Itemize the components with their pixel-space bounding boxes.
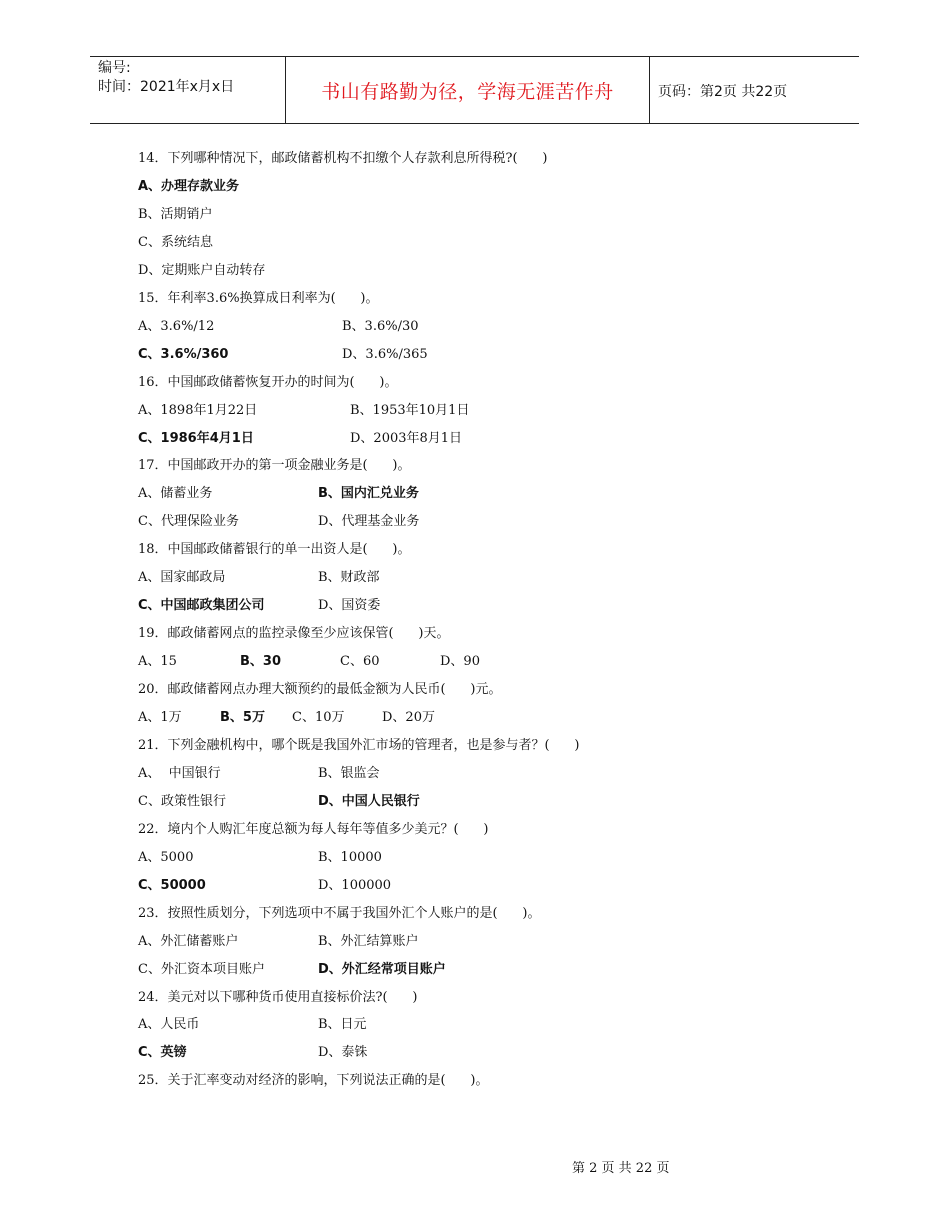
page-header (90, 56, 859, 124)
answer-option-row (138, 597, 381, 615)
header-page-info: 页码：第2页 共22页 (658, 84, 788, 100)
answer-option: D、20万 (382, 710, 435, 725)
answer-option: C、系统结息 (138, 234, 213, 250)
answer-option: A、办理存款业务 (138, 178, 240, 194)
answer-option-row (138, 1044, 368, 1062)
answer-option: A、 中国银行 (138, 765, 221, 781)
answer-option-row (138, 793, 420, 811)
question-text (138, 737, 579, 755)
question-stem: 20．邮政储蓄网点办理大额预约的最低金额为人民币( )元。 (138, 682, 502, 698)
answer-option: D、泰铢 (318, 1045, 368, 1061)
question-stem: 15．年利率3.6%换算成日利率为( )。 (138, 290, 379, 306)
question-text (138, 374, 397, 392)
question-stem: 17．中国邮政开办的第一项金融业务是( )。 (138, 458, 411, 474)
answer-option: B、3.6%/30 (342, 318, 419, 334)
answer-option: C、50000 (138, 877, 206, 893)
answer-option-row (138, 569, 380, 587)
answer-option: A、储蓄业务 (138, 486, 213, 502)
answer-option-row (138, 485, 419, 503)
question-stem: 22．境内个人购汇年度总额为每人每年等值多少美元？( ) (138, 821, 489, 837)
answer-option-row (138, 877, 392, 895)
question-stem: 14．下列哪种情况下，邮政储蓄机构不扣缴个人存款利息所得税?( ) (138, 151, 548, 166)
header-divider (649, 57, 650, 123)
answer-option: C、1986年4月1日 (138, 430, 254, 446)
answer-option: B、5万 (220, 710, 265, 725)
answer-option-row (138, 765, 380, 783)
answer-option-row (138, 234, 213, 252)
answer-option-row (138, 709, 435, 727)
answer-option-row (138, 346, 428, 364)
answer-option: B、财政部 (318, 570, 380, 586)
header-meta (98, 59, 234, 97)
header-motto: 书山有路勤为径，学海无涯苦作舟 (321, 81, 614, 103)
answer-option: C、3.6%/360 (138, 346, 229, 362)
question-stem: 21．下列金融机构中，哪个既是我国外汇市场的管理者，也是参与者？( ) (138, 737, 580, 753)
answer-option-row (138, 961, 446, 979)
answer-option: B、银监会 (318, 765, 380, 781)
answer-option: D、3.6%/365 (342, 346, 428, 362)
answer-option: B、30 (240, 654, 281, 670)
question-text (138, 1072, 488, 1090)
question-stem: 23．按照性质划分，下列选项中不属于我国外汇个人账户的是( )。 (138, 905, 541, 921)
answer-option: A、1898年1月22日 (138, 402, 258, 418)
question-text (138, 989, 417, 1007)
answer-option: B、外汇结算账户 (318, 933, 419, 949)
answer-option-row (138, 402, 470, 420)
document-number-label: 编号: (98, 60, 131, 76)
answer-option: A、15 (138, 654, 177, 670)
question-stem: 25．关于汇率变动对经济的影响，下列说法正确的是( )。 (138, 1073, 489, 1089)
answer-option-row (138, 933, 419, 951)
question-text (138, 541, 410, 559)
question-text (138, 457, 410, 475)
answer-option: D、2003年8月1日 (350, 430, 463, 446)
page-footer: 第 2 页 共 22 页 (572, 1161, 670, 1176)
answer-option: B、活期销户 (138, 206, 213, 222)
answer-option-row (138, 430, 463, 448)
answer-option: B、国内汇兑业务 (318, 486, 419, 502)
answer-option: A、5000 (138, 849, 194, 865)
question-text (138, 290, 379, 308)
answer-option-row (138, 513, 420, 531)
question-text (138, 821, 488, 839)
answer-option-row (138, 206, 213, 224)
answer-option: B、10000 (318, 849, 382, 865)
answer-option: C、代理保险业务 (138, 514, 239, 530)
answer-option: C、60 (340, 654, 380, 670)
answer-option: D、外汇经常项目账户 (318, 961, 446, 977)
answer-option: D、100000 (318, 877, 392, 893)
question-stem: 18．中国邮政储蓄银行的单一出资人是( )。 (138, 542, 411, 558)
answer-option: B、日元 (318, 1017, 367, 1033)
answer-option: C、政策性银行 (138, 793, 226, 809)
answer-option-row (138, 849, 382, 867)
answer-option: A、1万 (138, 710, 182, 725)
answer-option: C、10万 (292, 710, 345, 725)
question-stem: 19．邮政储蓄网点的监控录像至少应该保管( )天。 (138, 626, 450, 642)
answer-option: D、90 (440, 654, 480, 670)
question-text (138, 625, 449, 643)
question-text (138, 681, 501, 699)
question-text (138, 150, 547, 168)
answer-option: D、定期账户自动转存 (138, 262, 266, 278)
answer-option: A、人民币 (138, 1017, 200, 1033)
answer-option: A、3.6%/12 (138, 318, 215, 334)
answer-option-row (138, 178, 239, 196)
answer-option: B、1953年10月1日 (350, 402, 470, 418)
answer-option: C、外汇资本项目账户 (138, 961, 265, 977)
answer-option: C、中国邮政集团公司 (138, 598, 265, 614)
document-time-label: 时间：2021年x月x日 (98, 79, 235, 95)
answer-option: A、外汇储蓄账户 (138, 933, 239, 949)
answer-option-row (138, 262, 265, 280)
answer-option: D、代理基金业务 (318, 514, 420, 530)
answer-option: D、国资委 (318, 598, 381, 614)
answer-option-row (138, 318, 419, 336)
question-stem: 16．中国邮政储蓄恢复开办的时间为( )。 (138, 374, 398, 390)
answer-option: C、英镑 (138, 1045, 187, 1061)
question-text (138, 905, 540, 923)
answer-option-row (138, 653, 480, 671)
question-stem: 24．美元对以下哪种货币使用直接标价法?( ) (138, 989, 418, 1005)
answer-option-row (138, 1016, 367, 1034)
answer-option: A、国家邮政局 (138, 570, 226, 586)
answer-option: D、中国人民银行 (318, 793, 420, 809)
